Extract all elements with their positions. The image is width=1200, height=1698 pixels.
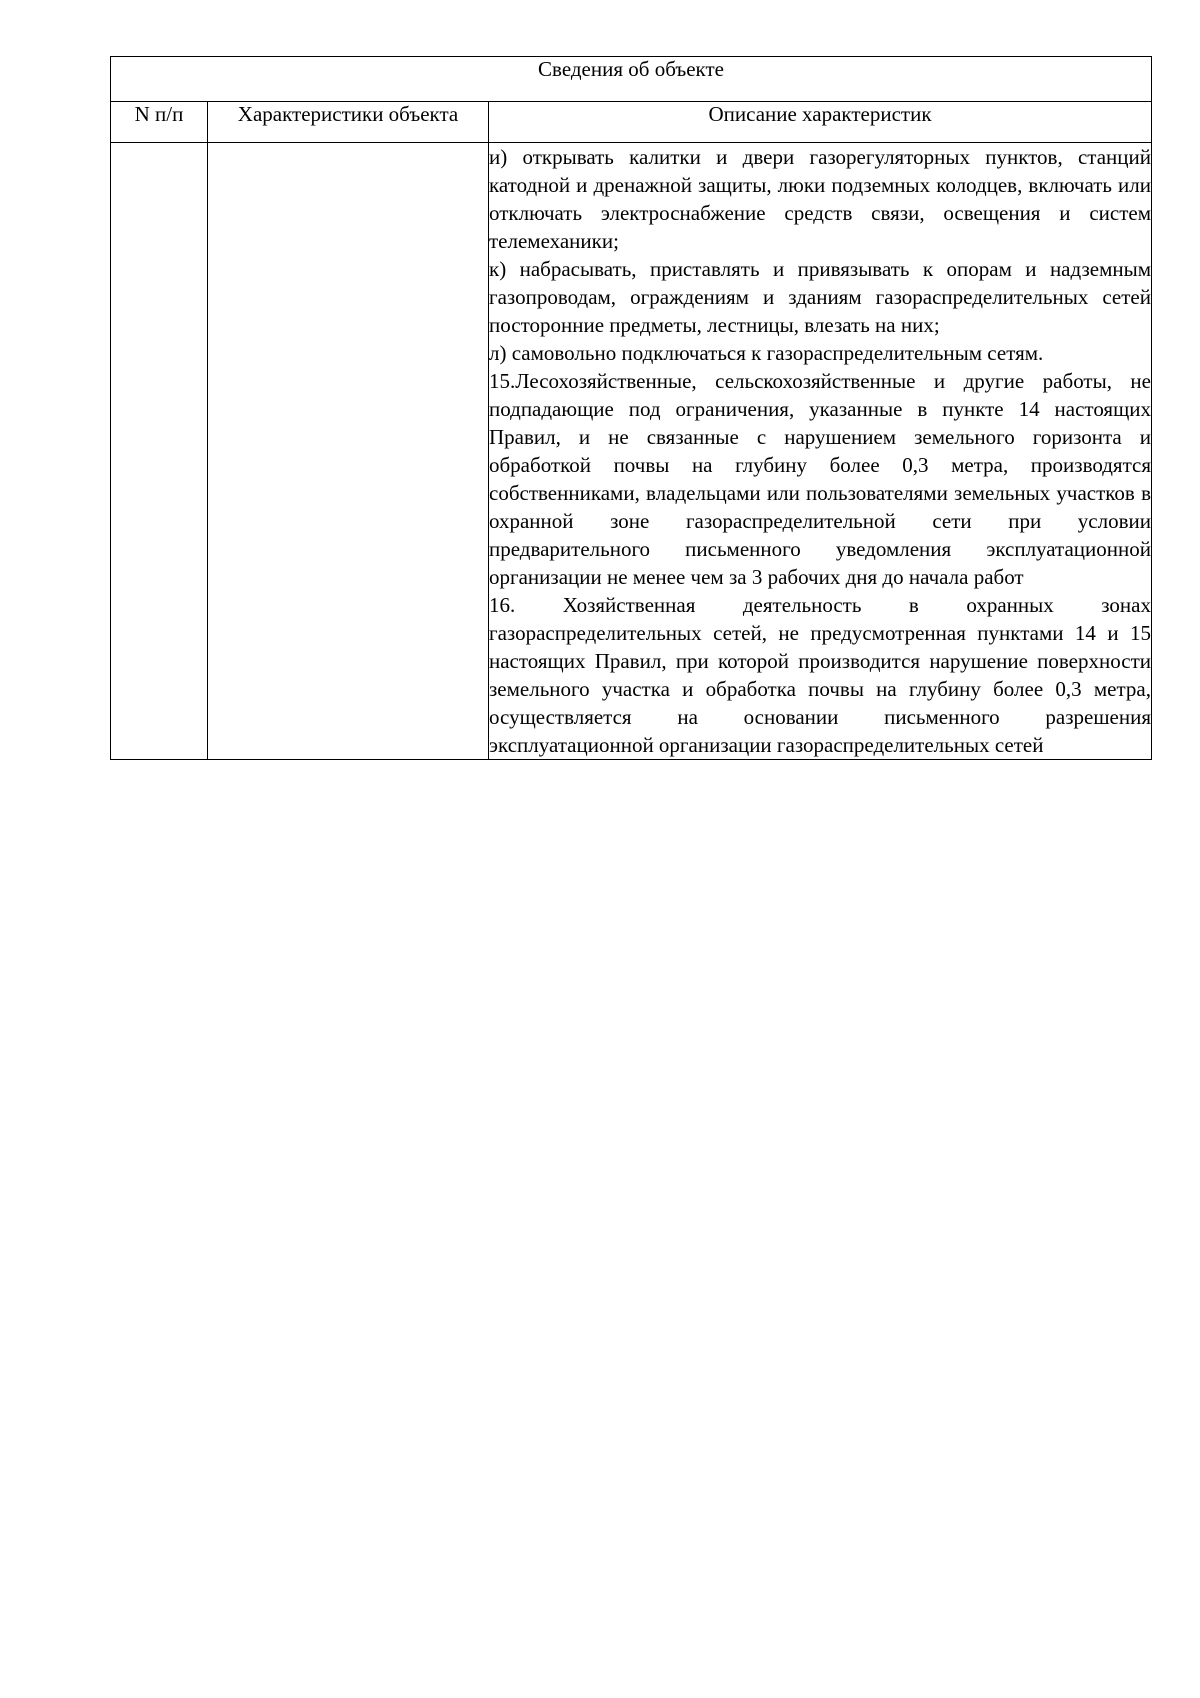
description-paragraph-i: и) открывать калитки и двери газорегуляторных пунктов, станций катодной и дренажной защиты, люки подземных колодцев, включать или отключать электроснабжение средств связи, освещения и систем телемеханики;: [489, 145, 1151, 253]
table-title: Сведения об объекте: [111, 57, 1152, 102]
object-info-table: [110, 56, 1152, 760]
table-title-row: [111, 57, 1152, 102]
description-paragraph-k: к) набрасывать, приставлять и привязывать к опорам и надземным газопроводам, ограждениям и зданиям газораспределительных сетей посторонние предметы, лестницы, влезать на них;: [489, 257, 1151, 337]
header-number: N п/п: [111, 102, 208, 143]
description-paragraph-15: 15.Лесохозяйственные, сельскохозяйственные и другие работы, не подпадающие под ограничения, указанные в пункте 14 настоящих Правил, и не связанные с нарушением земельного горизонта и обработкой почвы на глубину более 0,3 метра, производятся собственниками, владельцами или пользователями земельных участков в охранной зоне газораспределительной сети при условии предварительного письменного уведомления эксплуатационной организации не менее чем за 3 рабочих дня до начала работ: [489, 369, 1151, 589]
row-characteristics-cell: [208, 143, 489, 760]
header-characteristics: Характеристики объекта: [208, 102, 489, 143]
row-description-cell: [489, 143, 1152, 760]
table-header-row: [111, 102, 1152, 143]
row-number-cell: [111, 143, 208, 760]
header-description: Описание характеристик: [489, 102, 1152, 143]
description-paragraph-16: 16. Хозяйственная деятельность в охранных зонах газораспределительных сетей, не предусмотренная пунктами 14 и 15 настоящих Правил, при которой производится нарушение поверхности земельного участка и обработка почвы на глубину более 0,3 метра, осуществляется на основании письменного разрешения эксплуатационной организации газораспределительных сетей: [489, 593, 1151, 757]
table-row: [111, 143, 1152, 760]
description-paragraph-l: л) самовольно подключаться к газораспределительным сетям.: [489, 341, 1044, 365]
